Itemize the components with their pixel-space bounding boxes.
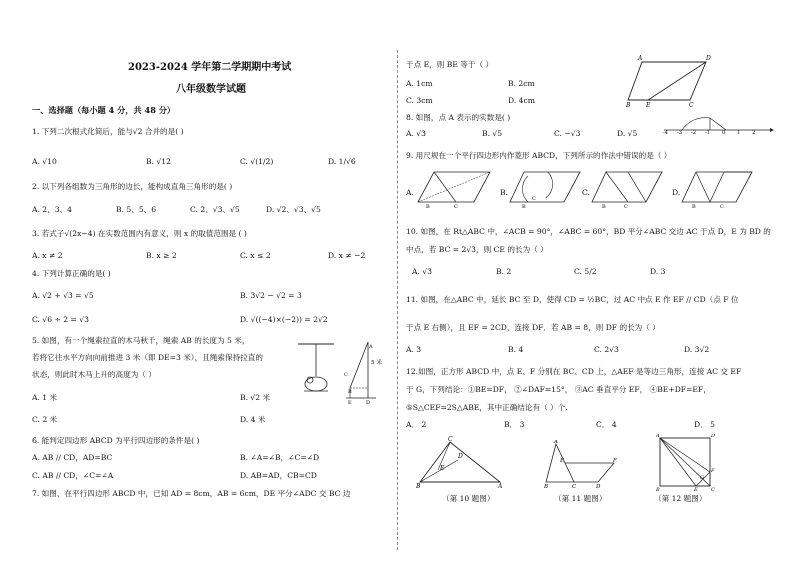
q1-option-d: D. 1/√6 xyxy=(328,157,356,166)
q8-option-c: C. −√3 xyxy=(554,129,581,138)
q5-stem-line3: 状态，则此时木马上升的高度为（ ） xyxy=(32,370,156,379)
q3-option-c: C. x ≤ 2 xyxy=(240,251,271,260)
section-heading: 一、选择题（每小题 4 分，共 48 分） xyxy=(32,105,176,115)
svg-text:D: D xyxy=(711,434,716,439)
svg-text:D: D xyxy=(596,484,601,488)
q4-option-a: A. √2 + √3 = √5 xyxy=(32,291,94,300)
q12-square-figure xyxy=(656,434,718,492)
q5-option-a: A. 1 米 xyxy=(32,393,58,402)
svg-text:E: E xyxy=(440,465,445,472)
q1-option-c: C. √(1/2) xyxy=(240,157,274,166)
q1-option-a: A. √10 xyxy=(32,157,57,166)
q3-stem: 3. 若式子√(2x−4) 在实数范围内有意义，则 x 的取值范围是 ( ) xyxy=(32,229,247,238)
svg-text:A: A xyxy=(638,55,643,62)
svg-text:G: G xyxy=(700,475,704,481)
q9-figure-c xyxy=(590,168,664,208)
svg-text:B: B xyxy=(626,102,631,108)
q3-option-d: D. x ≠ −2 xyxy=(328,251,366,260)
q2-option-d: D. √2、√3、√5 xyxy=(266,205,321,214)
q2-option-b: B. 5、5、6 xyxy=(116,205,157,214)
q10-option-a: A. √3 xyxy=(412,267,432,276)
q12-stem-line1: 12.如图，正方形 ABCD 中，点 E、F 分别在 BC、CD 上，△AEF 是等边三角形，连接 AC 交 EF xyxy=(406,367,742,376)
q8-tick-m1: -1 xyxy=(705,130,711,136)
svg-text:F: F xyxy=(613,458,617,464)
q9-option-b: B. xyxy=(500,188,508,197)
svg-text:A: A xyxy=(656,434,660,439)
svg-text:B: B xyxy=(348,389,352,395)
q10-stem-line1: 10. 如图，在 Rt△ABC 中，∠ACB = 90°，∠ABC = 60°，BD 平分∠ABC 交边 AC 于点 D，E 为 BD 的 xyxy=(406,227,771,236)
svg-text:D: D xyxy=(366,400,371,406)
q7-option-a: A. 1cm xyxy=(406,79,433,88)
q10-option-c: C. 5/2 xyxy=(574,267,597,276)
q10-option-d: D. 3 xyxy=(650,267,666,276)
svg-text:A: A xyxy=(554,440,558,445)
svg-text:D: D xyxy=(706,55,711,62)
q5-swing-figure xyxy=(296,340,392,406)
svg-text:C: C xyxy=(454,204,458,208)
svg-text:E: E xyxy=(646,102,651,108)
fig10-caption: （第 10 题图） xyxy=(442,494,495,503)
q5-option-d: D. 4 米 xyxy=(240,415,266,424)
q12-option-b: B． 3 xyxy=(504,420,525,429)
q12-stem-line3: ⑤S△CEF=2S△ABE，其中正确结论有（ ）个. xyxy=(406,403,568,412)
svg-text:B: B xyxy=(426,204,430,208)
svg-text:A: A xyxy=(498,483,503,488)
q10-triangle-figure xyxy=(414,436,504,488)
q11-option-d: D. 3√2 xyxy=(684,345,710,354)
q5-stem-line2: 若将它往水平方向向前推进 3 米（即 DE=3 米），且绳索保持拉直的 xyxy=(32,353,263,362)
svg-text:A: A xyxy=(369,344,373,350)
q6-option-d: D. AB=AD，CB=CD xyxy=(240,471,317,480)
svg-text:B: B xyxy=(416,483,421,488)
q10-option-b: B. 2 xyxy=(496,267,512,276)
svg-text:C: C xyxy=(624,204,628,208)
q5-option-c: C. 2 米 xyxy=(32,415,58,424)
q8-stem: 8. 如图，点 A 表示的实数是( ) xyxy=(406,113,511,122)
svg-text:E: E xyxy=(348,400,352,406)
q4-stem: 4. 下列计算正确的是( ) xyxy=(32,269,111,278)
svg-text:B: B xyxy=(602,204,606,208)
q12-option-a: A． 2 xyxy=(406,420,427,429)
fig12-caption: （第 12 题图） xyxy=(654,494,707,503)
q12-option-d: D． 5 xyxy=(694,420,715,429)
q7-option-b: B. 2cm xyxy=(508,79,535,88)
q11-triangle-figure xyxy=(544,440,618,488)
q8-option-b: B. √5 xyxy=(482,129,503,138)
q9-option-d: D. xyxy=(672,188,681,197)
q6-option-a: A. AB // CD，AD=BC xyxy=(32,453,113,462)
q9-option-a: A. xyxy=(406,188,414,197)
fig11-caption: （第 11 题图） xyxy=(554,494,607,503)
q12-option-c: C． 4 xyxy=(596,420,617,429)
q4-option-d: D. √((−4)×(−2)) = 2√2 xyxy=(240,315,328,324)
q9-figure-b xyxy=(508,168,582,208)
q2-option-a: A. 2、3、4 xyxy=(32,205,72,214)
q8-option-a: A. √3 xyxy=(406,129,426,138)
column-divider xyxy=(397,50,398,550)
q4-option-b: B. 3√2 − √2 = 3 xyxy=(240,291,302,300)
q1-option-b: B. √12 xyxy=(146,157,171,166)
q10-stem-line2: 中点，若 BC = 2√3，则 CE 的长为（ ） xyxy=(406,245,548,254)
svg-text:E: E xyxy=(694,487,698,492)
q11-option-c: C. 2√3 xyxy=(594,345,619,354)
q6-option-c: C. AB // CD，∠C=∠A xyxy=(32,471,114,480)
svg-text:C: C xyxy=(711,487,715,492)
svg-text:B: B xyxy=(522,204,526,208)
q1-stem: 1. 下列二次根式化简后，能与√2 合并的是( ) xyxy=(32,127,184,136)
svg-text:C: C xyxy=(344,372,348,378)
q8-tick-2: 2 xyxy=(752,130,756,136)
svg-text:C: C xyxy=(689,102,694,108)
svg-text:B: B xyxy=(692,204,696,208)
exam-title: 2023-2024 学年第二学期期中考试 xyxy=(128,62,292,73)
q3-option-b: B. x ≥ 2 xyxy=(146,251,177,260)
q5-option-b: B. √2 米 xyxy=(240,393,271,402)
svg-text:C: C xyxy=(572,484,577,488)
q4-option-c: C. √6 ÷ 2 = √3 xyxy=(32,315,89,324)
q9-option-c: C. xyxy=(582,188,590,197)
svg-text:D: D xyxy=(458,453,463,460)
q6-option-b: B. ∠A=∠B，∠C=∠D xyxy=(240,453,320,462)
q8-tick-0: 0 xyxy=(722,130,726,136)
q8-tick-1: 1 xyxy=(737,130,741,136)
svg-text:E: E xyxy=(560,458,565,464)
q8-tick-m4: -4 xyxy=(663,130,669,136)
q11-stem-line1: 11. 如图，在△ABC 中，延长 BC 至 D，使得 CD = ½BC，过 AC 中点 E 作 EF // CD（点 F 位 xyxy=(406,295,739,304)
q11-stem-line2: 于点 E 右侧），且 EF = 2CD，连接 DF．若 AB = 8，则 DF 的长为（ ） xyxy=(406,323,660,332)
exam-subtitle: 八年级数学试题 xyxy=(176,84,246,95)
svg-text:B: B xyxy=(656,487,660,492)
q9-figure-d xyxy=(680,168,754,208)
q11-option-b: B. 4 xyxy=(508,345,524,354)
svg-text:C: C xyxy=(448,436,453,443)
q2-stem: 2. 以下列各组数为三角形的边长，能构成直角三角形的是( ) xyxy=(32,182,233,191)
q9-figure-a xyxy=(416,168,494,208)
q7-option-c: C. 3cm xyxy=(406,96,433,105)
q7-parallelogram-figure xyxy=(626,54,716,108)
svg-text:F: F xyxy=(711,468,715,474)
q12-stem-line2: 于 G，下列结论：①BE=DF， ②∠DAF=15°， ③AC 垂直平分 EF， ④BE+DF=EF， xyxy=(406,385,711,394)
q7-stem-cont: 于点 E，则 BE 等于（ ） xyxy=(406,60,494,69)
q8-tick-m3: -3 xyxy=(677,130,683,136)
q7-option-d: D. 4cm xyxy=(508,96,535,105)
q8-tick-m2: -2 xyxy=(691,130,697,136)
svg-text:B: B xyxy=(544,484,549,488)
q3-option-a: A. x ≠ 2 xyxy=(32,251,63,260)
q7-stem: 7. 如图，在平行四边形 ABCD 中，已知 AD = 8cm，AB = 6cm，DE 平分∠ADC 交 BC 边 xyxy=(32,489,351,498)
q5-stem-line1: 5. 如图，有一个绳索拉直的木马秋千，绳索 AB 的长度为 5 米， xyxy=(32,336,250,345)
q5-rope-length-label: 5 米 xyxy=(371,360,382,366)
q9-stem: 9. 用尺规在一个平行四边形内作菱形 ABCD，下列所示的作法中错误的是（ ） xyxy=(406,151,672,160)
q2-option-c: C. 2、√3、√5 xyxy=(190,205,240,214)
q6-stem: 6. 能判定四边形 ABCD 为平行四边形的条件是( ) xyxy=(32,436,200,445)
q8-option-d: D. √5 xyxy=(617,129,638,138)
svg-text:C: C xyxy=(720,204,724,208)
q11-option-a: A. 3 xyxy=(406,345,422,354)
svg-text:C: C xyxy=(532,196,536,202)
